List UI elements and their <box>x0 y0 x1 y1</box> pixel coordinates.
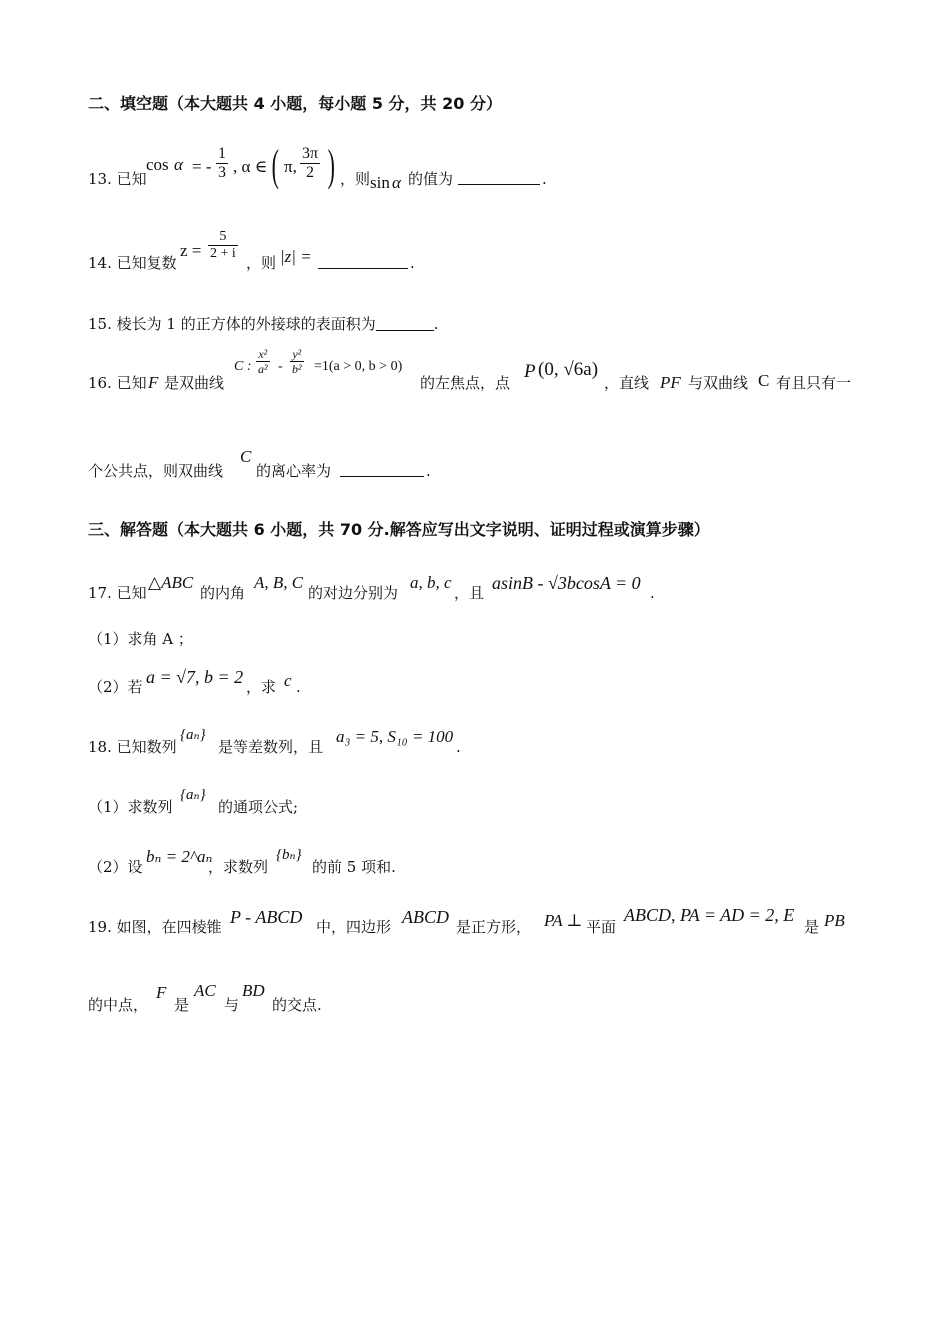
q17-text-1: 的内角 <box>200 584 246 602</box>
q19-equation: ABCD, PA = AD = 2, E <box>624 905 795 925</box>
q13-sin: sin <box>370 173 390 192</box>
q18-p2-text: ，求数列 <box>208 858 269 876</box>
q19-line2-text-a: 的中点， <box>88 996 149 1014</box>
q19-text-4: 是 <box>804 918 820 936</box>
q19-PB: PB <box>824 911 845 930</box>
q18-period: . <box>456 738 461 756</box>
q13-label: 13. 已知 <box>88 170 147 188</box>
q13-alpha: α <box>174 155 183 174</box>
q17-text-2: 的对边分别为 <box>308 584 399 602</box>
q19-AC: AC <box>194 981 216 1000</box>
q18-p2-label: （2）设 <box>88 858 143 876</box>
q13-alpha-2: α <box>392 173 401 192</box>
q17-sides: a, b, c <box>410 573 452 592</box>
section-2-heading: 二、填空题（本大题共 4 小题，每小题 5 分，共 20 分） <box>88 94 502 113</box>
q16-minus: - <box>278 359 283 374</box>
q13-frac2-den: 2 <box>306 164 315 181</box>
q17-angles: A, B, C <box>254 573 304 592</box>
q15-text: 15. 棱长为 1 的正方体的外接球的表面积为 <box>88 315 376 333</box>
q19-F: F <box>156 983 167 1002</box>
q19-label: 19. 如图，在四棱锥 <box>88 918 222 936</box>
q13-frac2-num: 3π <box>302 145 319 162</box>
q19-line2-text-b: 是 <box>174 996 190 1014</box>
q16-frac-y <box>290 348 304 375</box>
q14-abs-z: |z| = <box>280 247 312 266</box>
q16-period: . <box>426 462 431 480</box>
q16-text-3: ，直线 <box>604 374 650 392</box>
q16-answer-blank[interactable] <box>340 462 424 477</box>
q16-C-2: C <box>758 371 770 390</box>
q18-p1-label: （1）求数列 <box>88 798 173 816</box>
q13-fraction <box>216 146 228 181</box>
q16-text-2: 的左焦点，点 <box>420 374 511 392</box>
q17-triangle: △ABC <box>148 573 194 592</box>
q16-line2-text-b: 的离心率为 <box>256 462 332 480</box>
q17-p2-text: ，求 <box>246 678 277 696</box>
q19-text-3: 平面 <box>586 918 617 936</box>
q17-period: . <box>650 584 655 602</box>
q19-text-2: 是正方形， <box>456 918 532 936</box>
q19-quad: ABCD <box>402 907 449 927</box>
q17-p2-period: . <box>296 678 301 696</box>
q18-sequence: {aₙ} <box>180 727 206 743</box>
q16-y2: y² <box>290 348 304 362</box>
q18-p2-equation: bₙ = 2^aₙ <box>146 847 213 866</box>
q16-condition: =1(a > 0, b > 0) <box>314 359 403 374</box>
q16-PF: PF <box>660 373 681 392</box>
q18-p1-sequence: {aₙ} <box>180 787 206 803</box>
q13-answer-blank[interactable] <box>458 170 540 185</box>
q13-frac-num: 1 <box>218 145 226 162</box>
q19-PA-perp: PA ⊥ <box>544 911 583 930</box>
q17-p2-equation: a = √7, b = 2 <box>146 667 244 687</box>
q16-P-coord: (0, √6a) <box>538 359 599 380</box>
q13-eq: = - <box>192 157 212 176</box>
q14-period: . <box>410 254 415 272</box>
q17-label: 17. 已知 <box>88 584 147 602</box>
q16-text-4: 与双曲线 <box>688 374 749 392</box>
q17-p2-label: （2）若 <box>88 678 143 696</box>
q13-fraction-2 <box>300 146 320 181</box>
q16-frac-x <box>256 348 270 375</box>
q17-p2-c: c <box>284 671 292 690</box>
q16-P: P <box>524 361 536 382</box>
q16-text-1: 是双曲线 <box>164 374 225 392</box>
q16-line2-text: 个公共点，则双曲线 <box>88 462 224 480</box>
q13-then: ，则 <box>340 170 371 188</box>
q13-left-paren: ( <box>271 141 279 190</box>
q14-z: z = <box>180 241 202 260</box>
q13-period: . <box>542 170 547 188</box>
q15-period: . <box>433 315 439 333</box>
q17-part-1: （1）求角 A ； <box>88 630 193 648</box>
q14-fraction <box>208 230 238 261</box>
q13-pi: π, <box>284 157 297 176</box>
q18-p2-tail: 的前 5 项和. <box>312 858 396 876</box>
q19-line2-text-c: 与 <box>224 996 240 1014</box>
q13-cos: cos <box>146 155 169 174</box>
q16-C-3: C <box>240 447 252 466</box>
q16-text-5: 有且只有一 <box>776 374 852 392</box>
q18-label: 18. 已知数列 <box>88 738 177 756</box>
q17-equation: asinB - √3bcosA = 0 <box>492 573 641 593</box>
q13-right-paren: ) <box>327 141 335 190</box>
q18-text-1: 是等差数列，且 <box>218 738 324 756</box>
q19-line2-text-d: 的交点. <box>272 996 322 1014</box>
q16-label: 16. 已知 <box>88 374 147 392</box>
q19-BD: BD <box>242 981 265 1000</box>
q16-a2: a² <box>258 362 268 376</box>
q18-p2-sequence: {bₙ} <box>276 847 302 863</box>
question-15 <box>88 316 439 332</box>
q17-text-3: ，且 <box>454 584 485 602</box>
q14-then: ，则 <box>246 254 277 272</box>
q16-x2: x² <box>256 348 270 362</box>
q16-C: C : <box>234 359 252 374</box>
q13-in: , α ∈ <box>233 157 268 176</box>
section-3-heading: 三、解答题（本大题共 6 小题，共 70 分.解答应写出文字说明、证明过程或演算步骤） <box>88 520 710 539</box>
q14-frac-num: 5 <box>208 230 238 246</box>
q19-pyramid: P - ABCD <box>230 907 303 927</box>
q14-answer-blank[interactable] <box>318 254 408 269</box>
q13-value-of: 的值为 <box>408 170 454 188</box>
q14-label: 14. 已知复数 <box>88 254 177 272</box>
q18-equation: a₃ = 5, S₁₀ = 100 <box>336 727 454 746</box>
q16-F: F <box>148 373 159 392</box>
q13-frac-den: 3 <box>218 164 226 181</box>
q18-p1-text: 的通项公式; <box>218 798 299 816</box>
q16-b2: b² <box>292 362 302 376</box>
q15-answer-blank[interactable] <box>376 316 434 331</box>
q19-text-1: 中，四边形 <box>316 918 392 936</box>
q14-frac-den: 2 + i <box>210 246 236 261</box>
